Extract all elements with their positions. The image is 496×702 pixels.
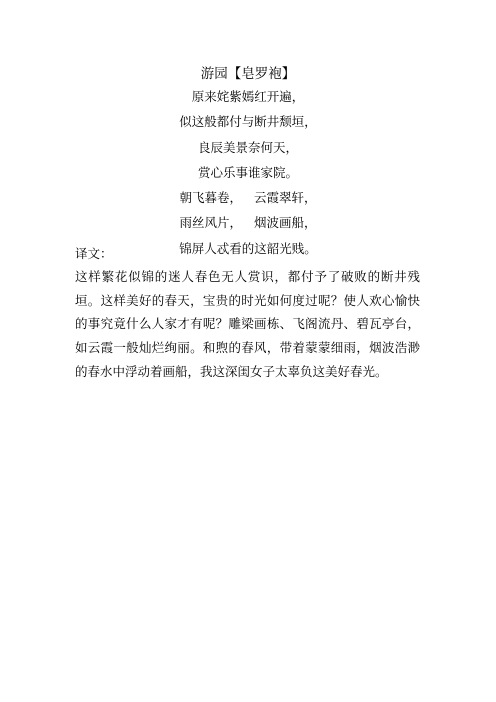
translation-block — [75, 243, 420, 384]
poem-line-3: 良辰美景奈何天， — [197, 139, 298, 155]
translation-label: 译文： — [75, 246, 113, 261]
poem-line-6: 雨丝风片， 烟波画船， — [179, 215, 317, 231]
poem-block — [0, 64, 496, 261]
poem-line-7: 锦屏人忒看的这韶光贱。 — [179, 240, 317, 256]
translation-paragraph: 这样繁花似锦的迷人春色无人赏识，都付予了破败的断井残垣。这样美好的春天，宝贵的时光如何度过呢？使人欢心愉快的事究竟什么人家才有呢？雕梁画栋、飞阁流丹、碧瓦亭台，如云霞一般灿烂绚丽。和煦的春风，带着蒙蒙细雨，烟波浩渺的春水中浮动着画船，我这深闺女子太辜负这美好春光。 — [75, 269, 420, 379]
poem-line-4: 赏心乐事谁家院。 — [197, 164, 298, 180]
poem-line-5: 朝飞暮卷， 云霞翠轩， — [179, 190, 317, 206]
poem-title: 游园【皂罗袍】 — [200, 66, 296, 82]
poem-line-1: 原来姹紫嫣红开遍， — [191, 89, 305, 104]
poem-line-2: 似这般都付与断井颓垣， — [179, 114, 317, 130]
